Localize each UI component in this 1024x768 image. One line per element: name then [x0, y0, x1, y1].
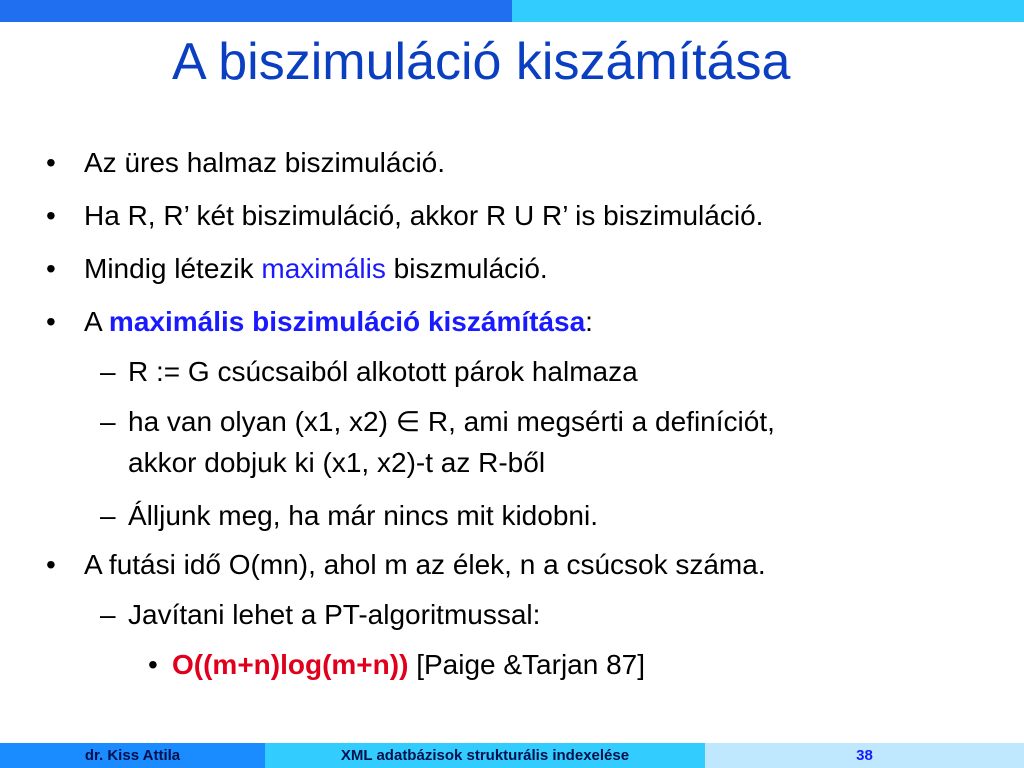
sub-item-init: R := G csúcsaiból alkotott párok halmaza: [128, 356, 638, 387]
sub-item-stop: Álljunk meg, ha már nincs mit kidobni.: [128, 500, 598, 531]
text-segment: A: [84, 306, 109, 337]
highlight-text: maximális: [261, 253, 386, 284]
footer-page-number: 38: [705, 743, 1024, 768]
bullet-marker: •: [46, 200, 56, 231]
bullet-item-computation: [84, 305, 593, 339]
sub-item-remove-line2: akkor dobjuk ki (x1, x2)-t az R-ből: [128, 447, 546, 478]
dash-marker: –: [100, 500, 116, 531]
bullet-item-empty-set: Az üres halmaz biszimuláció.: [84, 147, 446, 178]
highlight-text: maximális biszimuláció kiszámítása: [108, 306, 586, 337]
sub-item-remove-line1: ha van olyan (x1, x2) ∈ R, ami megsérti a definíciót,: [128, 406, 775, 437]
bullet-marker: •: [46, 253, 56, 284]
text-segment: :: [585, 306, 593, 337]
bullet-marker: •: [148, 649, 158, 680]
sub-item-pt-algorithm: Javítani lehet a PT-algoritmussal:: [128, 599, 541, 630]
bullet-marker: •: [46, 306, 56, 337]
citation-text: [Paige &Tarjan 87]: [408, 649, 646, 680]
dash-marker: –: [100, 406, 116, 437]
text-segment: biszmuláció.: [385, 253, 548, 284]
bullet-marker: •: [46, 549, 56, 580]
footer-course-title: XML adatbázisok strukturális indexelése: [265, 743, 705, 768]
footer-author: dr. Kiss Attila: [0, 743, 265, 768]
slide-footer: [0, 743, 1024, 768]
bullet-marker: •: [46, 147, 56, 178]
tertiary-item-complexity: [172, 648, 645, 682]
text-segment: Mindig létezik: [84, 253, 262, 284]
slide-title: A biszimuláció kiszámítása: [172, 33, 791, 91]
bullet-item-maximal-exists: [84, 252, 548, 286]
dash-marker: –: [100, 356, 116, 387]
dash-marker: –: [100, 599, 116, 630]
bullet-item-union: Ha R, R’ két biszimuláció, akkor R U R’ is biszimuláció.: [84, 200, 764, 231]
complexity-text: O((m+n)log(m+n)): [172, 649, 409, 680]
bullet-item-runtime: A futási idő O(mn), ahol m az élek, n a csúcsok száma.: [84, 549, 766, 580]
